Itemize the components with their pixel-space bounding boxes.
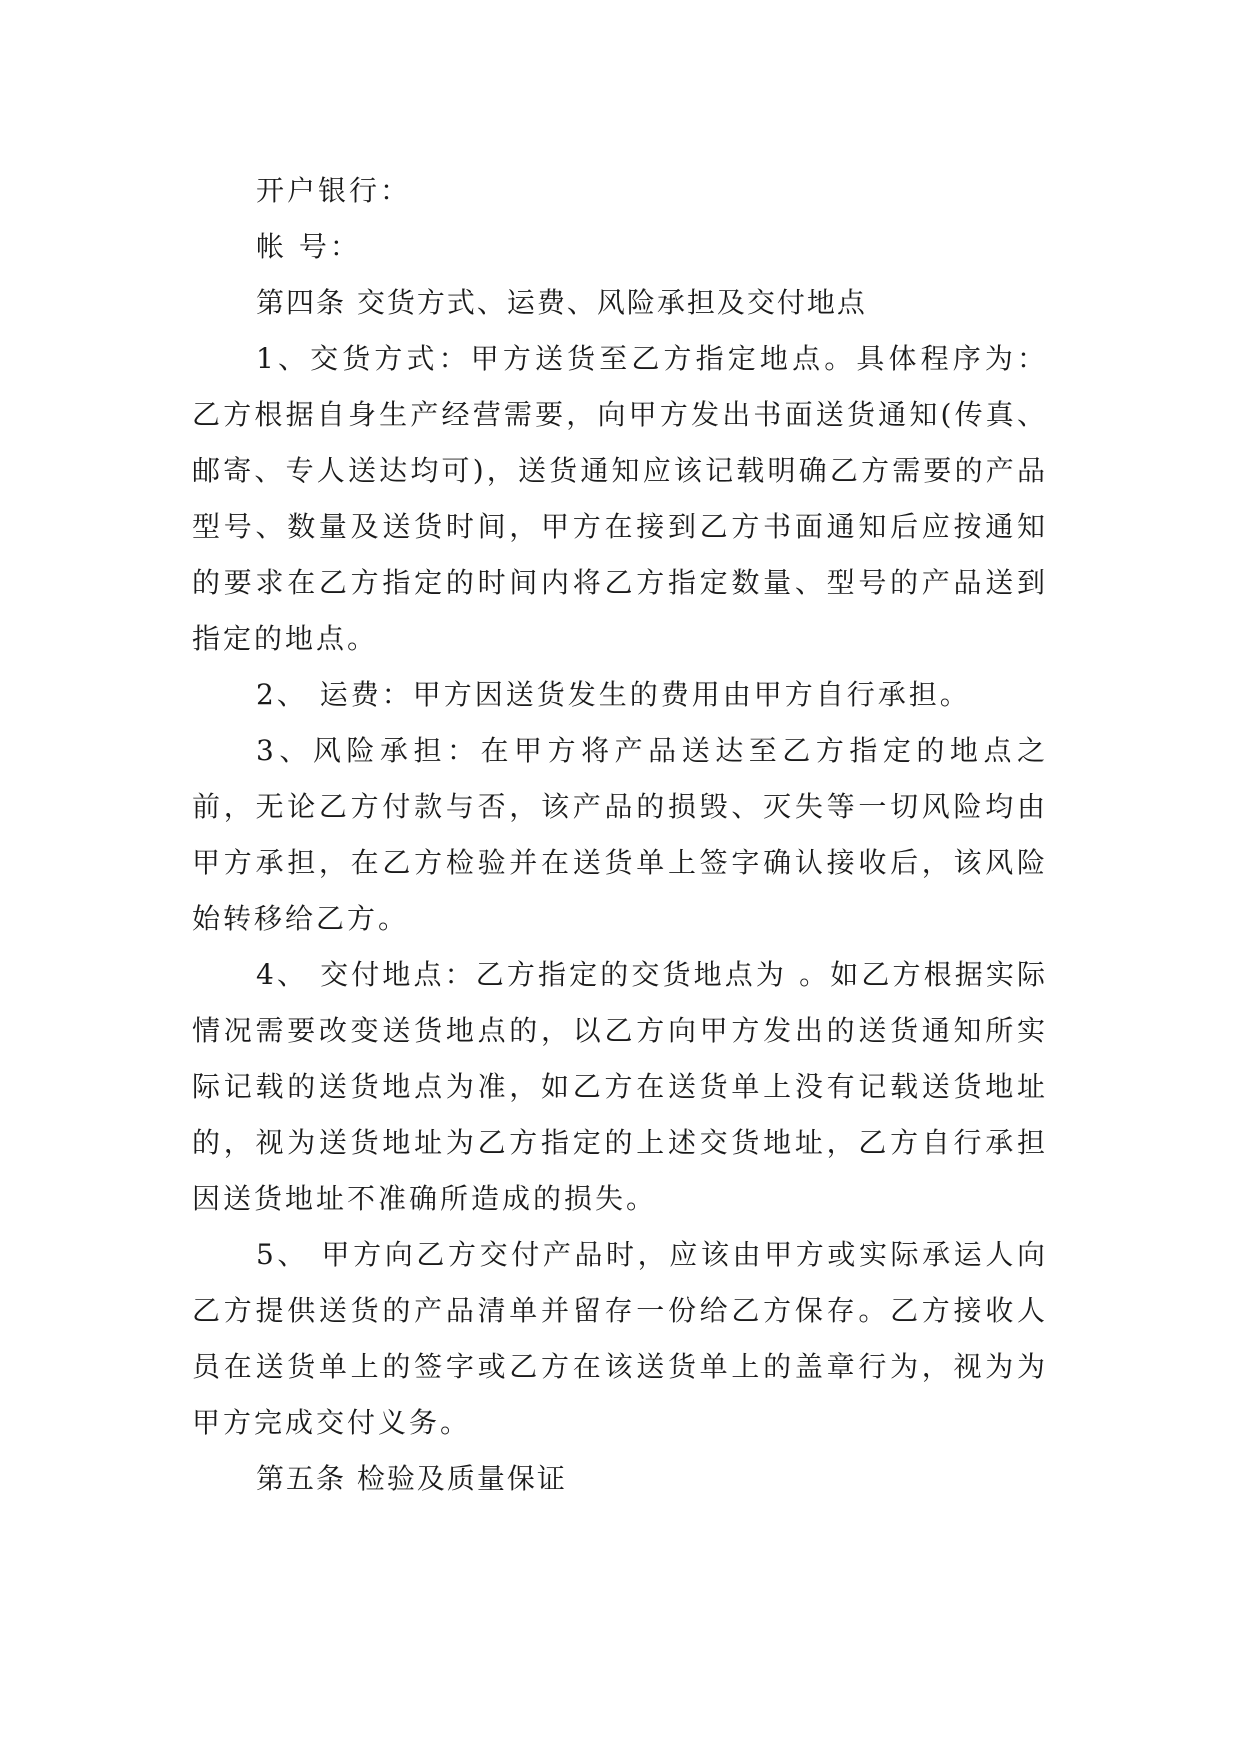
article-5-heading: 第五条 检验及质量保证 [256, 1462, 567, 1495]
document-body [192, 163, 1048, 1507]
clause-4-1-delivery-method: 1、交货方式：甲方送货至乙方指定地点。具体程序为：乙方根据自身生产经营需要，向甲方发出书面送货通知(传真、邮寄、专人送达均可)，送货通知应该记载明确乙方需要的产品型号、数量及送货时间，甲方在接到乙方书面通知后应按通知的要求在乙方指定的时间内将乙方指定数量、型号的产品送到指定的地点。 [192, 342, 1048, 655]
account-line: 帐 号： [256, 230, 361, 263]
article-4-heading: 第四条 交货方式、运费、风险承担及交付地点 [256, 286, 867, 319]
clause-4-4-delivery-place: 4、 交付地点：乙方指定的交货地点为 。如乙方根据实际情况需要改变送货地点的，以乙方向甲方发出的送货通知所实际记载的送货地点为准，如乙方在送货单上没有记载送货地址的，视为送货地址为乙方指定的上述交货地址，乙方自行承担因送货地址不准确所造成的损失。 [192, 958, 1048, 1215]
clause-4-5-handover: 5、 甲方向乙方交付产品时，应该由甲方或实际承运人向乙方提供送货的产品清单并留存一份给乙方保存。乙方接收人员在送货单上的签字或乙方在该送货单上的盖章行为，视为为甲方完成交付义务。 [192, 1238, 1048, 1439]
clause-4-2-freight: 2、 运费：甲方因送货发生的费用由甲方自行承担。 [256, 678, 971, 711]
bank-line: 开户银行： [256, 174, 412, 207]
clause-4-3-risk: 3、风险承担：在甲方将产品送达至乙方指定的地点之前，无论乙方付款与否，该产品的损毁、灭失等一切风险均由甲方承担，在乙方检验并在送货单上签字确认接收后，该风险始转移给乙方。 [192, 734, 1048, 935]
